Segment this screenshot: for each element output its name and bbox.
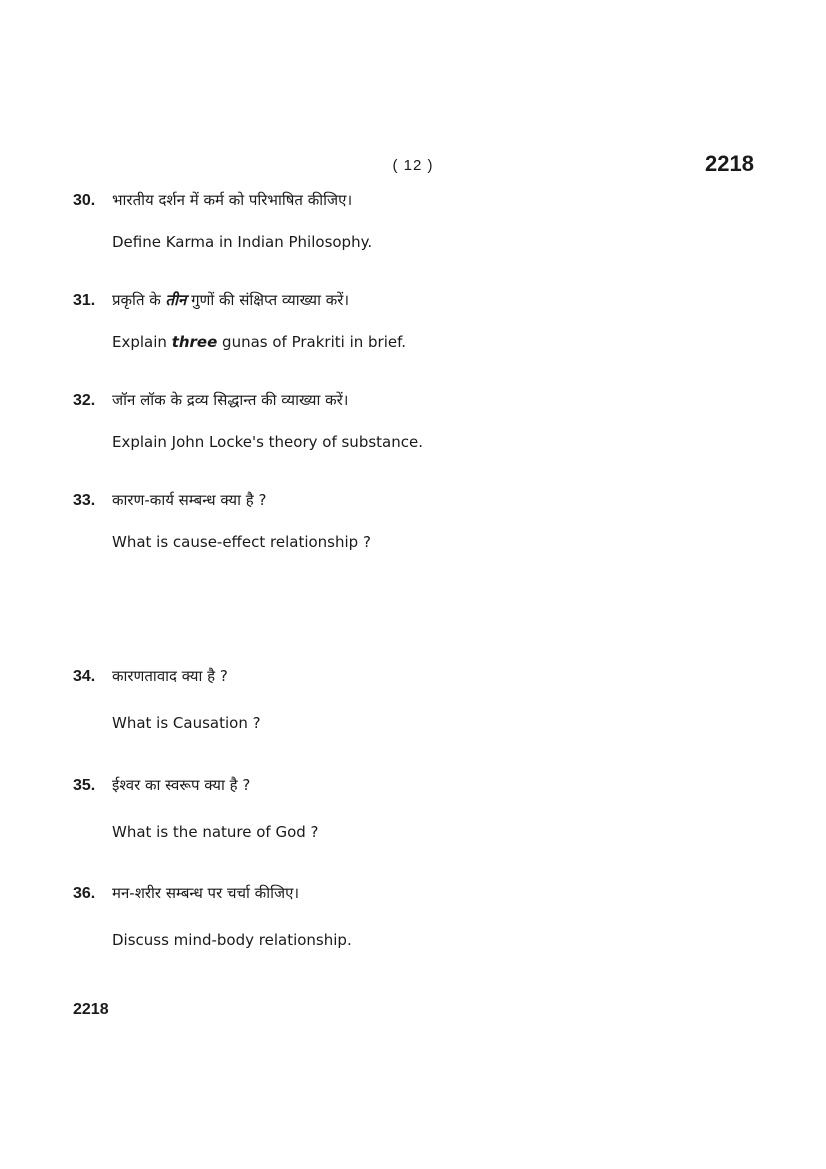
english-text-pre: Explain [112, 333, 172, 351]
question-english: Define Karma in Indian Philosophy. [112, 233, 373, 251]
question-english [112, 333, 406, 351]
english-text-post: gunas of Prakriti in brief. [217, 333, 407, 351]
hindi-text-post: गुणों की संक्षिप्त व्याख्या करें। [186, 291, 350, 309]
question-hindi: जॉन लॉक के द्रव्य सिद्धान्त की व्याख्या करें। [112, 391, 349, 409]
question-english: What is Causation ? [112, 714, 261, 732]
question-hindi: भारतीय दर्शन में कर्म को परिभाषित कीजिए। [112, 191, 353, 209]
question-number: 31. [73, 292, 96, 309]
question-hindi: मन-शरीर सम्बन्ध पर चर्चा कीजिए। [112, 884, 300, 902]
hindi-text-pre: प्रकृति के [112, 291, 166, 309]
question-english: What is the nature of God ? [112, 823, 319, 841]
question-hindi: कारणतावाद क्या है ? [112, 667, 228, 685]
question-number: 35. [73, 777, 96, 794]
question-number: 34. [73, 668, 96, 685]
hindi-emphasis: तीन [165, 291, 187, 309]
question-hindi [112, 290, 349, 310]
english-emphasis: three [171, 333, 218, 351]
question-number: 32. [73, 392, 96, 409]
question-english: What is cause-effect relationship ? [112, 533, 371, 551]
question-number: 30. [73, 192, 96, 209]
question-number: 33. [73, 492, 96, 509]
question-english: Explain John Locke's theory of substance. [112, 433, 423, 451]
question-hindi: कारण-कार्य सम्बन्ध क्या है ? [112, 491, 267, 509]
question-english: Discuss mind-body relationship. [112, 931, 352, 949]
question-hindi: ईश्वर का स्वरूप क्या है ? [112, 776, 251, 794]
paper-code-top: 2218 [705, 151, 754, 176]
paper-code-bottom: 2218 [73, 1001, 109, 1018]
question-number: 36. [73, 885, 96, 902]
page-number: ( 12 ) [392, 157, 434, 174]
